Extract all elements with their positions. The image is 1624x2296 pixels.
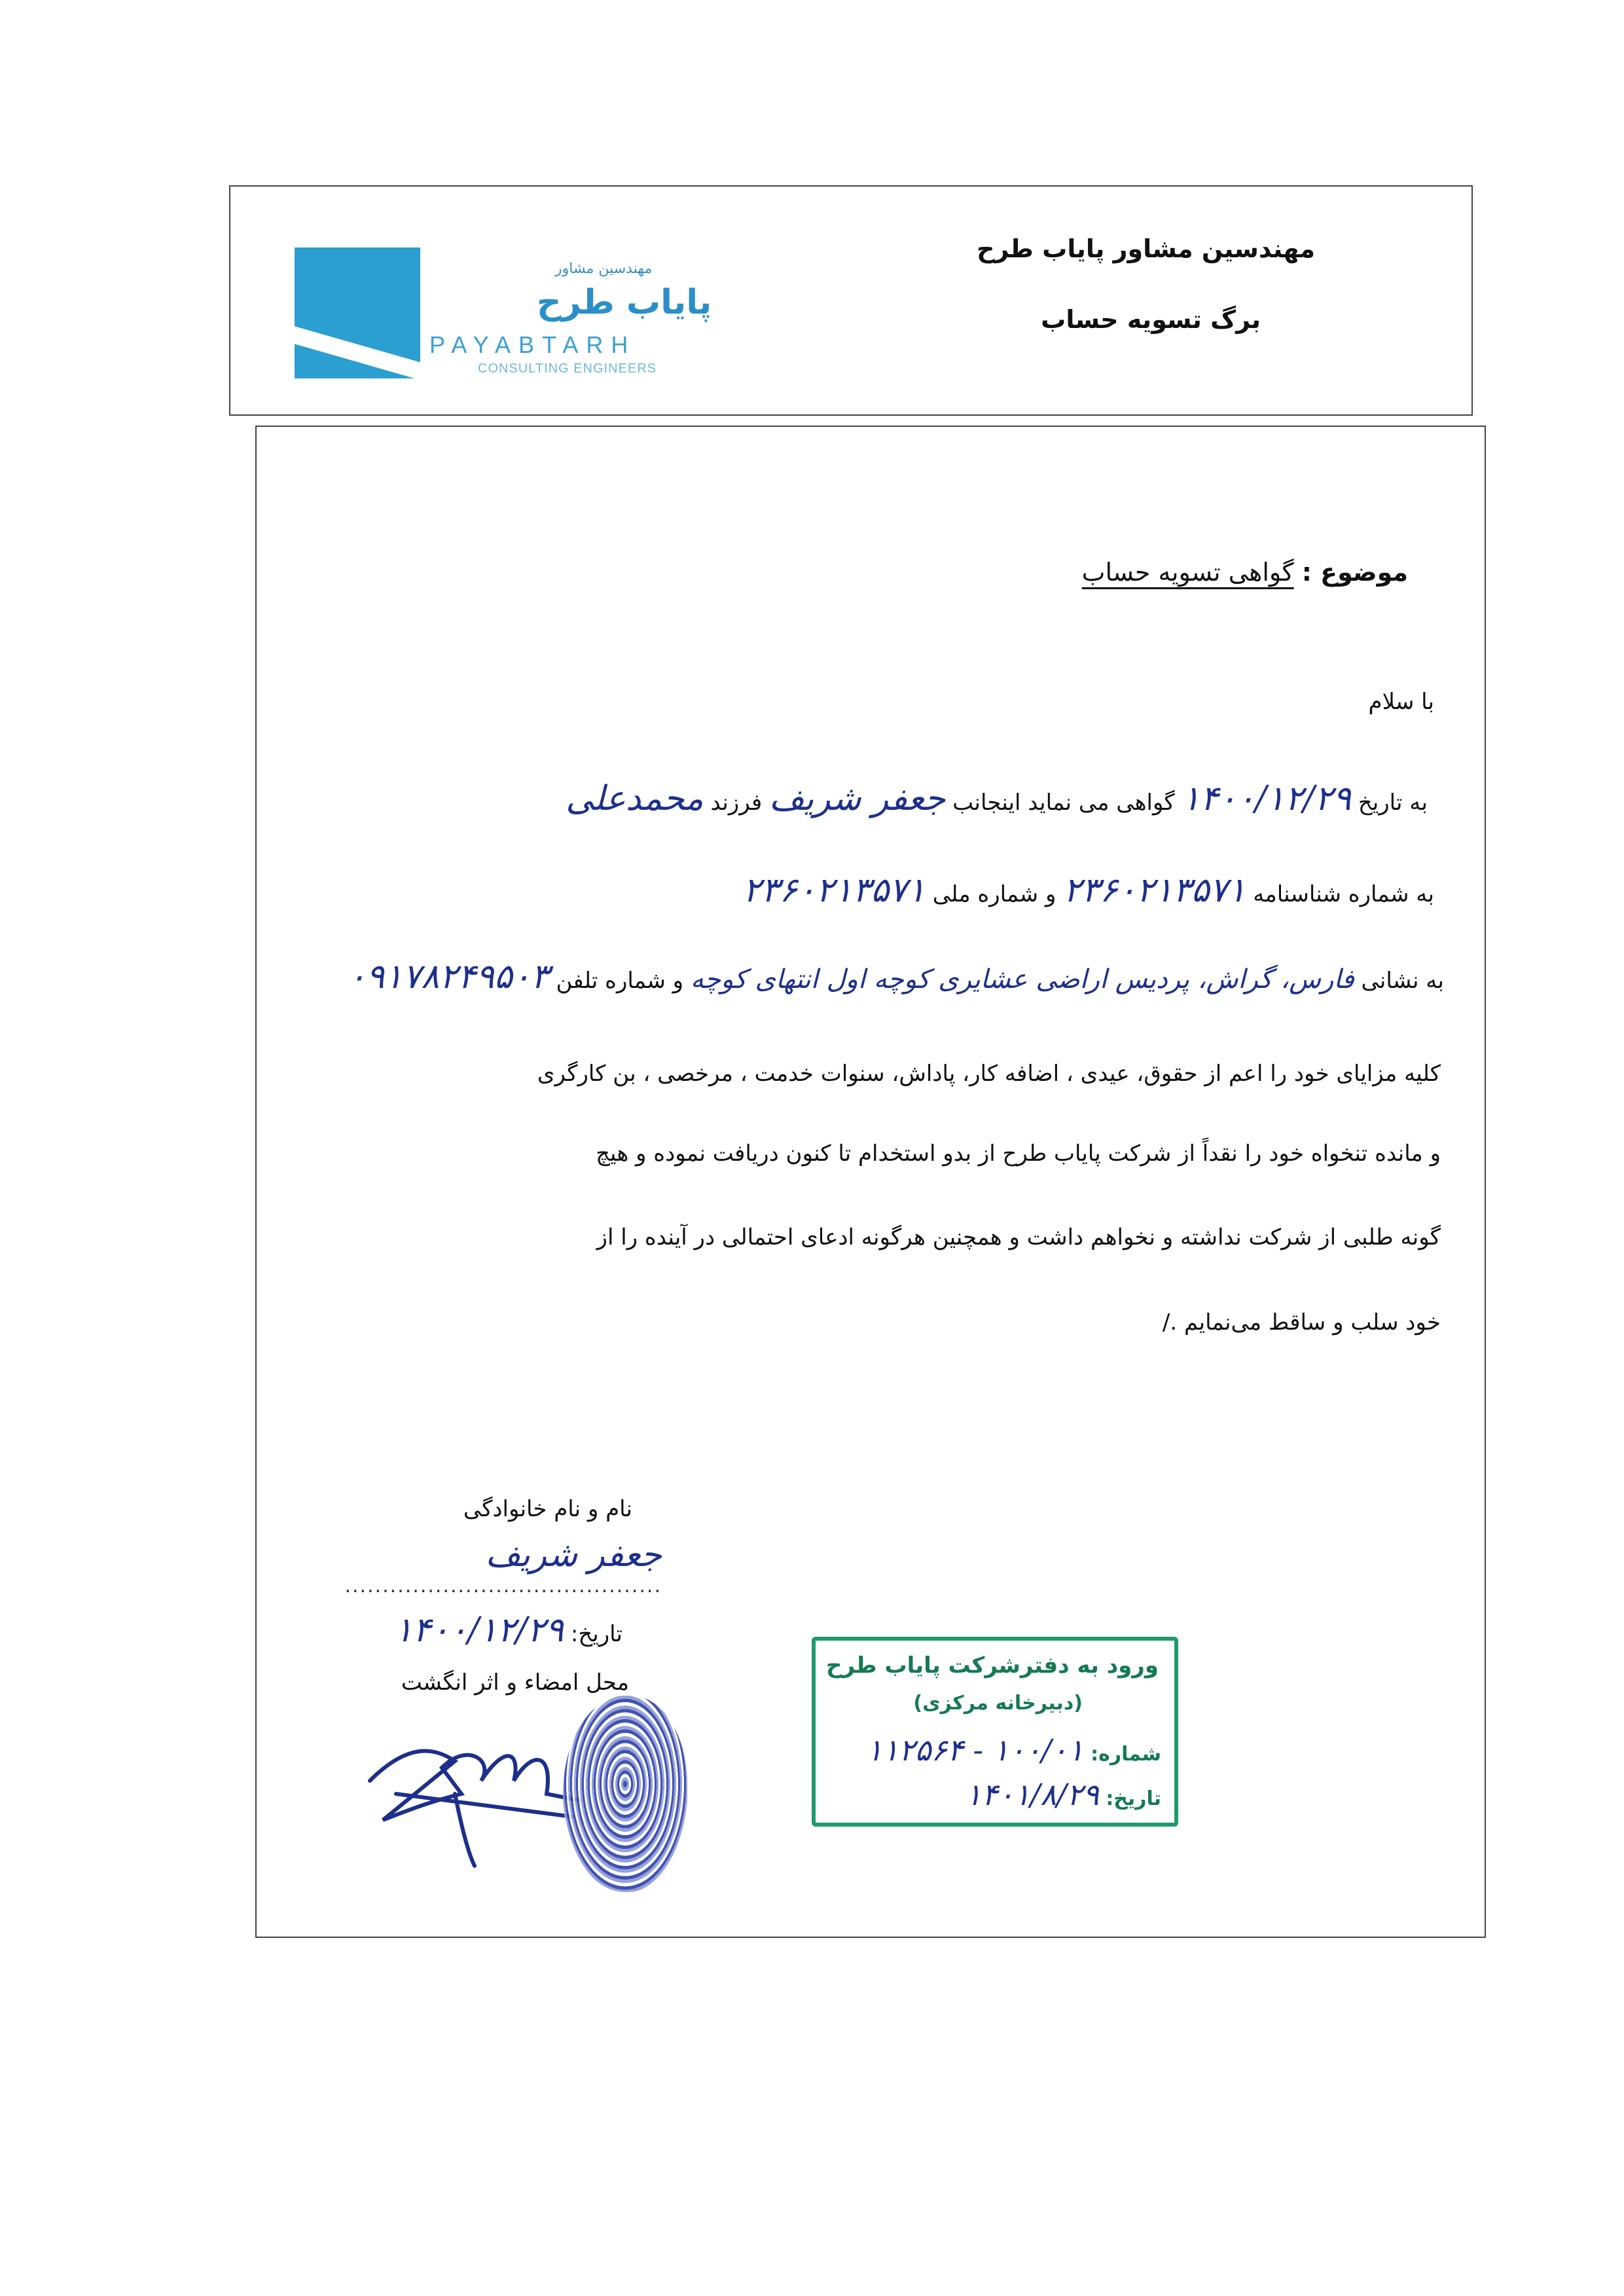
fingerprint-icon xyxy=(563,1696,687,1892)
stamp-number-label: شماره: xyxy=(1091,1743,1161,1766)
handwritten-phone: ۰۹۱۷۸۲۴۹۵۰۳ xyxy=(348,957,549,996)
date-prefix: به تاریخ xyxy=(1358,790,1428,816)
handwritten-national-number: ۲۳۶۰۲۱۳۵۷۱ xyxy=(742,871,926,910)
subject-value: گواهی تسویه حساب xyxy=(1081,558,1294,587)
stamp-number: ۱۰۰/۰۱ - ۱۱۲۵۶۴ xyxy=(866,1732,1084,1768)
body-paragraph-line: کلیه مزایای خود را اعم از حقوق، عیدی ، اضافه کار، پاداش، سنوات خدمت ، مرخصی ، بن کارگری xyxy=(537,1061,1441,1087)
national-number-label: و شماره ملی xyxy=(932,881,1056,907)
greeting: با سلام xyxy=(1368,689,1434,715)
handwritten-father-name: محمدعلی xyxy=(566,779,704,818)
company-name: مهندسین مشاور پایاب طرح xyxy=(977,234,1315,263)
signer-name-field xyxy=(344,1535,662,1597)
stamp-title: ورود به دفترشرکت پایاب طرح xyxy=(825,1652,1159,1679)
body-paragraph-line: خود سلب و ساقط می‌نمایم ./ xyxy=(1162,1309,1441,1336)
body-paragraph-line: گونه طلبی از شرکت نداشته و نخواهم داشت و همچنین هرگونه ادعای احتمالی در آینده را از xyxy=(596,1224,1441,1250)
address-line xyxy=(348,957,1444,996)
signature-place-label: محل امضاء و اثر انگشت xyxy=(401,1669,629,1696)
stamp-date-label: تاریخ: xyxy=(1106,1787,1161,1810)
handwritten-id-number: ۲۳۶۰۲۱۳۵۷۱ xyxy=(1063,871,1246,910)
logo-persian-subtitle: مهندسین مشاور xyxy=(555,261,653,277)
stamp-subtitle: (دبیرخانه مرکزی) xyxy=(913,1692,1083,1715)
logo-english-name: PAYABTARH xyxy=(429,331,636,358)
id-numbers-line xyxy=(743,871,1434,910)
stamp-date-line xyxy=(965,1777,1161,1812)
signature-icon xyxy=(357,1702,592,1886)
subject-label: موضوع : xyxy=(1301,558,1408,587)
date-name-line xyxy=(566,779,1428,818)
logo-persian-name: پایاب طرح xyxy=(537,283,712,322)
address-label: به نشانی xyxy=(1361,968,1444,994)
form-title: برگ تسویه حساب xyxy=(1041,305,1261,334)
stamp-number-line xyxy=(867,1732,1161,1768)
stamp-date: ۱۴۰۱/۸/۲۹ xyxy=(965,1777,1099,1812)
body-paragraph-line: و مانده تنخواه خود را نقداً از شرکت پایاب طرح از بدو استخدام تا کنون دریافت نموده و هیچ xyxy=(596,1140,1441,1167)
handwritten-signature-date: ۱۴۰۰/۱۲/۲۹ xyxy=(394,1611,564,1650)
certify-text: گواهی می نماید اینجانب xyxy=(952,790,1175,816)
handwritten-signer-name: جعفر شریف xyxy=(485,1535,662,1575)
id-number-label: به شماره شناسنامه xyxy=(1253,881,1434,907)
logo-english-subtitle: CONSULTING ENGINEERS xyxy=(478,361,657,376)
handwritten-date: ۱۴۰۰/۱۲/۲۹ xyxy=(1182,779,1352,818)
subject-line xyxy=(1082,558,1408,587)
signer-name-label: نام و نام خانوادگی xyxy=(463,1496,632,1522)
office-entry-stamp xyxy=(812,1637,1178,1827)
signature-date-label: تاریخ: xyxy=(570,1621,623,1647)
handwritten-name: جعفر شریف xyxy=(769,779,946,818)
dotted-line: .......................................... xyxy=(344,1575,662,1597)
signature-date-line xyxy=(395,1611,623,1650)
phone-label: و شماره تلفن xyxy=(556,968,684,994)
company-logo-icon xyxy=(295,247,420,378)
child-of-label: فرزند xyxy=(710,790,763,816)
handwritten-address: فارس، گراش، پردیس اراضی عشایری کوچه اول انتهای کوچه xyxy=(690,964,1354,994)
